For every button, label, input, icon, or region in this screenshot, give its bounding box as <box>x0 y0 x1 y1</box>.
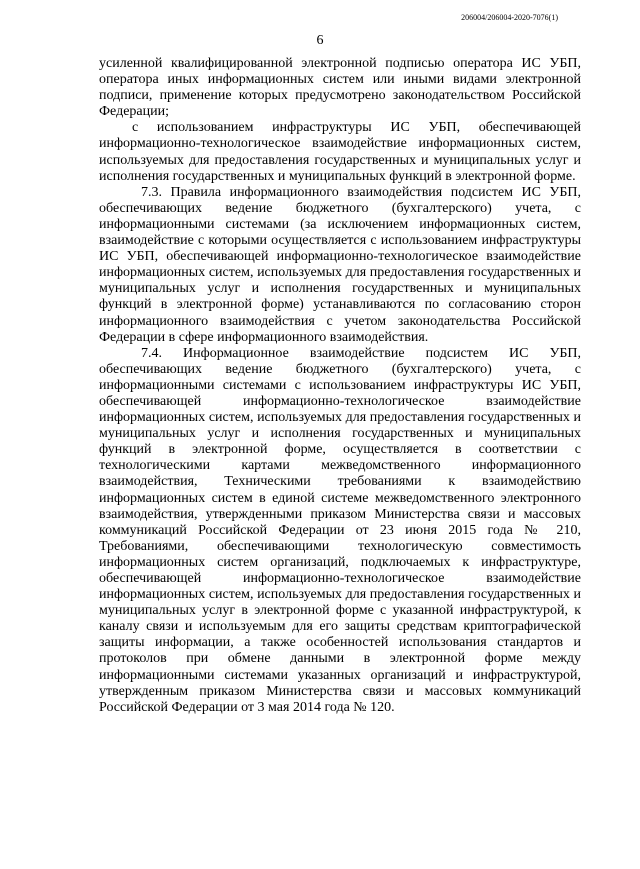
document-id: 206004/206004-2020-7076(1) <box>461 13 558 22</box>
paragraph-7-3: 7.3. Правила информационного взаимодействия подсистем ИС УБП, обеспечивающих ведение бюджетного (бухгалтерского) учета, с информационными системами (за исключением информационных систем, взаимодействие с которыми осуществляется с использованием инфраструктуры ИС УБП, обеспечивающей информационно-технологическое взаимодействие информационных систем, используемых для предоставления государственных и муниципальных услуг и исполнения государственных и муниципальных функций в электронной форме) устанавливаются по согласованию сторон информационного взаимодействия с учетом законодательства Российской Федерации в сфере информационного взаимодействия. <box>99 184 581 345</box>
paragraph-infrastructure-use: с использованием инфраструктуры ИС УБП, обеспечивающей информационно-технологическое взаимодействие информационных систем, используемых для предоставления государственных и муниципальных услуг и исполнения государственных и муниципальных функций в электронной форме. <box>99 120 581 184</box>
document-body <box>99 56 581 716</box>
page-number: 6 <box>316 33 324 48</box>
paragraph-signature-continuation: усиленной квалифицированной электронной подписью оператора ИС УБП, оператора иных информационных систем или иными видами электронной подписи, применение которых предусмотрено законодательством Российской Федерации; <box>99 56 581 120</box>
paragraph-7-4: 7.4. Информационное взаимодействие подсистем ИС УБП, обеспечивающих ведение бюджетного (бухгалтерского) учета, с информационными системами с использованием инфраструктуры ИС УБП, обеспечивающей информационно-технологическое взаимодействие информационных систем, используемых для предоставления государственных и муниципальных услуг и исполнения государственных и муниципальных функций в электронной форме, осуществляется в соответствии с технологическими картами межведомственного информационного взаимодействия, Техническими требованиями к взаимодействию информационных систем в единой системе межведомственного электронного взаимодействия, утвержденными приказом Министерства связи и массовых коммуникаций Российской Федерации от 23 июня 2015 года № 210, Требованиями, обеспечивающими технологическую совместимость информационных систем организаций, подключаемых к инфраструктуре, обеспечивающей информационно-технологическое взаимодействие информационных систем, используемых для предоставления государственных и муниципальных услуг в электронной форме с указанной инфраструктурой, к каналу связи и используемым для его защиты средствам криптографической защиты информации, а также особенностей использования стандартов и протоколов при обмене данными в электронной форме между информационными системами указанных организаций и инфраструктурой, утвержденным приказом Министерства связи и массовых коммуникаций Российской Федерации от 3 мая 2014 года № 120. <box>99 345 581 715</box>
